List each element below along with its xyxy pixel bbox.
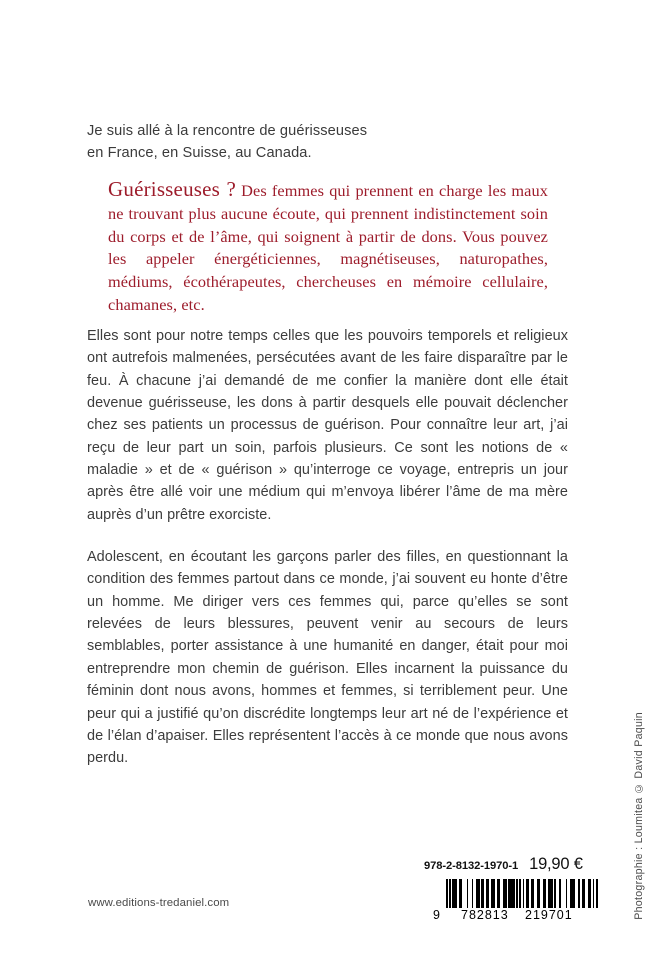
price-label: 19,90 € <box>529 855 583 873</box>
publisher-website[interactable]: www.editions-tredaniel.com <box>88 897 230 909</box>
body-paragraph-1: Elles sont pour notre temps celles que les pouvoirs temporels et religieux ont autrefois malmenées, persécutées avant de les faire disparaître par le feu. À chacune j’ai demandé de me confier la manière dont elle était devenue guérisseuse, les dons à partir desquels elle pouvait déclencher chez ses patients un processus de guérison. Pour connaître leur art, j’ai reçu de leur part un soin, parfois plusieurs. Ce sont les notions de « maladie » et de « guérison » qu’interroge ce voyage, entrepris un jour après être allé voir une médium qui m’envoya libérer l’âme de ma mère auprès d’un prêtre exorciste. <box>87 328 568 523</box>
barcode-digits <box>433 908 598 922</box>
isbn-price-row <box>424 855 599 874</box>
highlight-lead-phrase: Guérisseuses ? <box>108 177 236 201</box>
barcode-right-group: 219701 <box>525 908 573 922</box>
barcode-left-group: 782813 <box>461 908 509 922</box>
intro-line-1: Je suis allé à la rencontre de guérisseuses <box>87 123 368 139</box>
isbn-number: 978-2-8132-1970-1 <box>424 860 519 872</box>
barcode-lead-digit: 9 <box>433 908 441 922</box>
barcode <box>433 879 598 922</box>
photo-credit: Photographie : Loumitea © David Paquin <box>633 712 645 920</box>
isbn-barcode-block <box>424 855 599 922</box>
intro-line-2: en France, en Suisse, au Canada. <box>87 144 312 161</box>
body-copy <box>87 325 568 770</box>
highlight-paragraph <box>108 178 548 317</box>
highlight-body-text: Des femmes qui prennent en charge les maux ne trouvant plus aucune écoute, qui prennent indistinctement soin du corps et de l’âme, qui soignent à partir de dons. Vous pouvez les appeler énergéticiennes, magnétiseuses, naturopathes, médiums, écothérapeutes, chercheuses en mémoire cellulaire, chamanes, etc. <box>108 181 548 314</box>
body-paragraph-2: Adolescent, en écoutant les garçons parler des filles, en questionnant la condition des femmes partout dans ce monde, j’ai souvent eu honte d’être un homme. Me diriger vers ces femmes qui, parce qu’elles se sont relevées de leurs blessures, peuvent venir au secours de leurs semblables, porter assistance à une humanité en danger, était pour moi entreprendre mon chemin de guérison. Elles incarnent la puissance du féminin dont nous avons, hommes et femmes, si terriblement peur. Une peur qui a justifié qu’on discrédite longtemps leur art né de l’expérience et de l’élan d’apaiser. Elles représentent l’accès à ce monde que nous avons perdu. <box>87 549 568 767</box>
intro-text <box>87 121 557 164</box>
